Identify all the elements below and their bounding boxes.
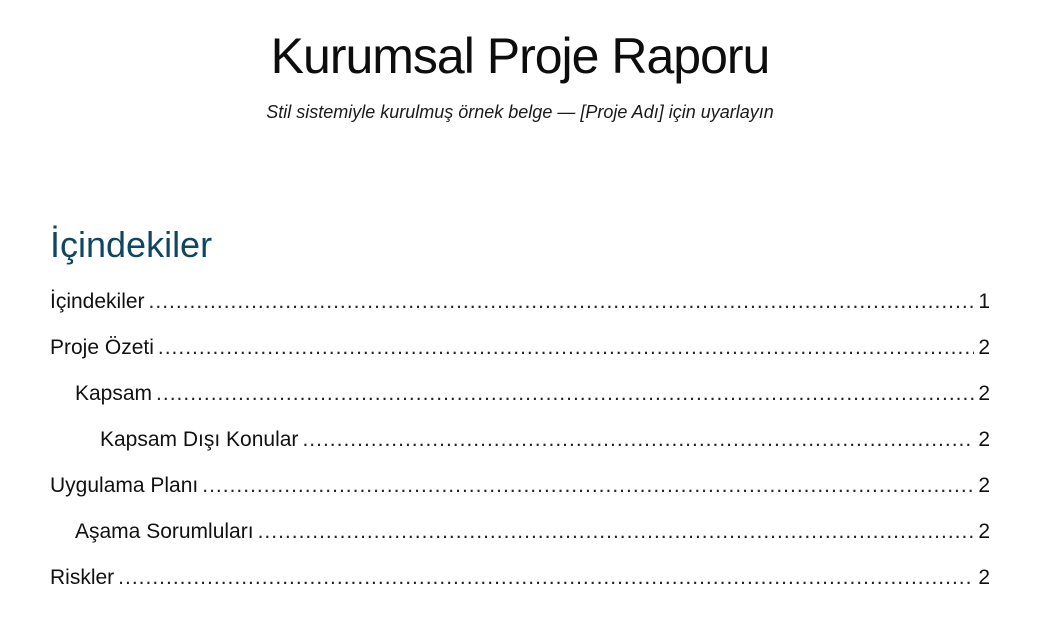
document-subtitle: Stil sistemiyle kurulmuş örnek belge — [Proje Adı] için uyarlayın bbox=[266, 102, 774, 122]
toc-heading: İçindekiler bbox=[50, 224, 213, 265]
toc-entry-label: Proje Özeti bbox=[50, 336, 154, 359]
toc-entry-proje-ozeti[interactable] bbox=[50, 326, 990, 372]
toc-entry-label: İçindekiler bbox=[50, 290, 145, 313]
toc-page-number: 1 bbox=[978, 290, 990, 313]
toc-dot-leader bbox=[156, 372, 974, 416]
toc-page-number: 2 bbox=[978, 566, 990, 589]
toc-entry-kapsam[interactable] bbox=[50, 372, 990, 418]
toc-dot-leader bbox=[118, 556, 974, 600]
toc-page-number: 2 bbox=[978, 428, 990, 451]
table-of-contents bbox=[50, 280, 990, 602]
toc-entry-label: Aşama Sorumluları bbox=[75, 520, 254, 543]
toc-page-number: 2 bbox=[978, 520, 990, 543]
toc-dot-leader bbox=[158, 326, 974, 370]
toc-entry-label: Kapsam Dışı Konular bbox=[100, 428, 299, 451]
toc-entry-label: Riskler bbox=[50, 566, 115, 589]
toc-entry-kapsam-disi-konular[interactable] bbox=[50, 418, 990, 464]
toc-entry-label: Kapsam bbox=[75, 382, 153, 405]
toc-page-number: 2 bbox=[978, 382, 990, 405]
toc-page-number: 2 bbox=[978, 474, 990, 497]
toc-entry-riskler[interactable] bbox=[50, 556, 990, 602]
toc-dot-leader bbox=[202, 464, 974, 508]
toc-entry-icindekiler[interactable] bbox=[50, 280, 990, 326]
toc-dot-leader bbox=[149, 280, 975, 324]
toc-entry-asama-sorumlulari[interactable] bbox=[50, 510, 990, 556]
toc-entry-label: Uygulama Planı bbox=[50, 474, 199, 497]
toc-dot-leader bbox=[258, 510, 975, 554]
toc-entry-uygulama-plani[interactable] bbox=[50, 464, 990, 510]
toc-page-number: 2 bbox=[978, 336, 990, 359]
document-title: Kurumsal Proje Raporu bbox=[270, 28, 770, 84]
toc-dot-leader bbox=[302, 418, 974, 462]
